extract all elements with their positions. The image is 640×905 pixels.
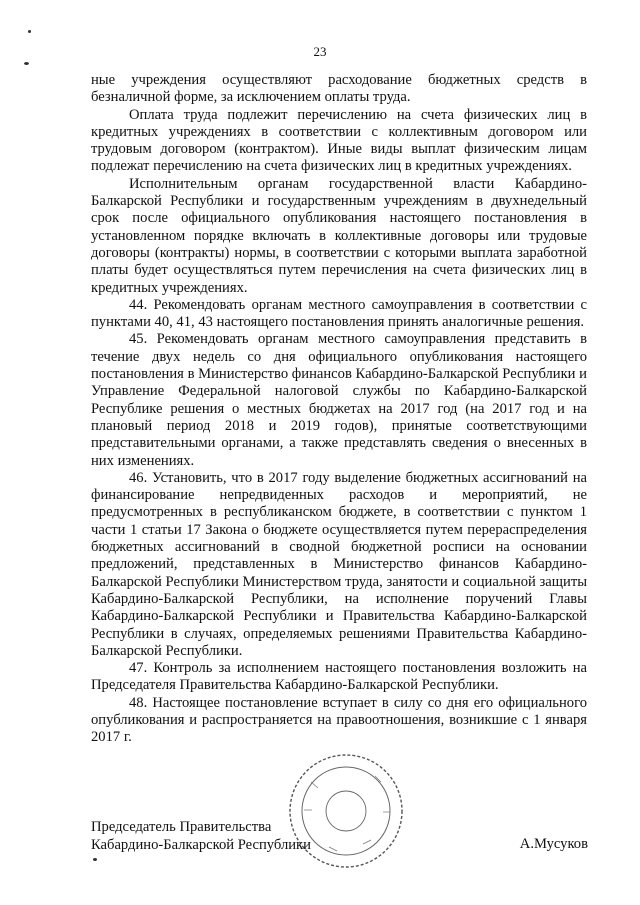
signature-block	[91, 818, 591, 854]
paragraph-wages: Оплата труда подлежит перечислению на счета физических лиц в кредитных учреждениях в соответствии с коллективным договором или трудовым договором (контрактом). Иные виды выплат физическим лицам подлежат перечислению на счета физических лиц в кредитных учреждениях.	[91, 106, 587, 175]
document-body	[91, 72, 587, 747]
paragraph-executive-bodies: Исполнительным органам государственной власти Кабардино-Балкарской Республики и государственным учреждениям в двухнедельный срок после официального опубликования настоящего постановления в установленном порядке включать в коллективные договоры или трудовые договоры (контракты) нормы, в соответствии с которыми выплата заработной платы будет осуществляться путем перечисления на счета физических лиц в кредитных учреждениях.	[91, 175, 587, 296]
paragraph-47: 47. Контроль за исполнением настоящего постановления возложить на Председателя Правительства Кабардино-Балкарской Республики.	[91, 660, 587, 694]
paragraph-46: 46. Установить, что в 2017 году выделение бюджетных ассигнований на финансирование непредвиденных расходов и мероприятий, не предусмотренных в республиканском бюджете, в соответствии с пунктом 1 части 1 статьи 17 Закона о бюджете осуществляется путем перераспределения бюджетных ассигнований в сводной бюджетной росписи на основании предложений, представленных в Министерство финансов Кабардино-Балкарской Республики Министерством труда, занятости и социальной защиты Кабардино-Балкарской Республики, на исполнение поручений Главы Кабардино-Балкарской Республики и Правительства Кабардино-Балкарской Республики в случаях, определяемых решениями Правительства Кабардино-Балкарской Республики.	[91, 469, 587, 659]
signer-title-line1: Председатель Правительства	[91, 819, 272, 835]
scan-speck	[24, 62, 29, 65]
scan-speck	[28, 30, 31, 33]
signer-title-line2: Кабардино-Балкарской Республики	[91, 837, 311, 853]
paragraph-48: 48. Настоящее постановление вступает в силу со дня его официального опубликования и распространяется на правоотношения, возникшие с 1 января 2017 г.	[91, 694, 587, 746]
paragraph-continuation: ные учреждения осуществляют расходование бюджетных средств в безналичной форме, за исключением оплаты труда.	[91, 72, 587, 106]
paragraph-45: 45. Рекомендовать органам местного самоуправления представить в течение двух недель со дня официального опубликования настоящего постановления в Министерство финансов Кабардино-Балкарской Республики и Управление Федеральной налоговой службы по Кабардино-Балкарской Республике решения о местных бюджетах на 2017 год (на 2017 год и на плановый период 2018 и 2019 годов), принятые соответствующими представительными органами, а также представлять сведения о внесенных в них изменениях.	[91, 331, 587, 469]
scan-speck	[93, 858, 97, 861]
paragraph-44: 44. Рекомендовать органам местного самоуправления в соответствии с пунктами 40, 41, 43 настоящего постановления принять аналогичные решения.	[91, 296, 587, 331]
page-number: 23	[313, 44, 327, 59]
signer-name: А.Мусуков	[519, 836, 588, 852]
